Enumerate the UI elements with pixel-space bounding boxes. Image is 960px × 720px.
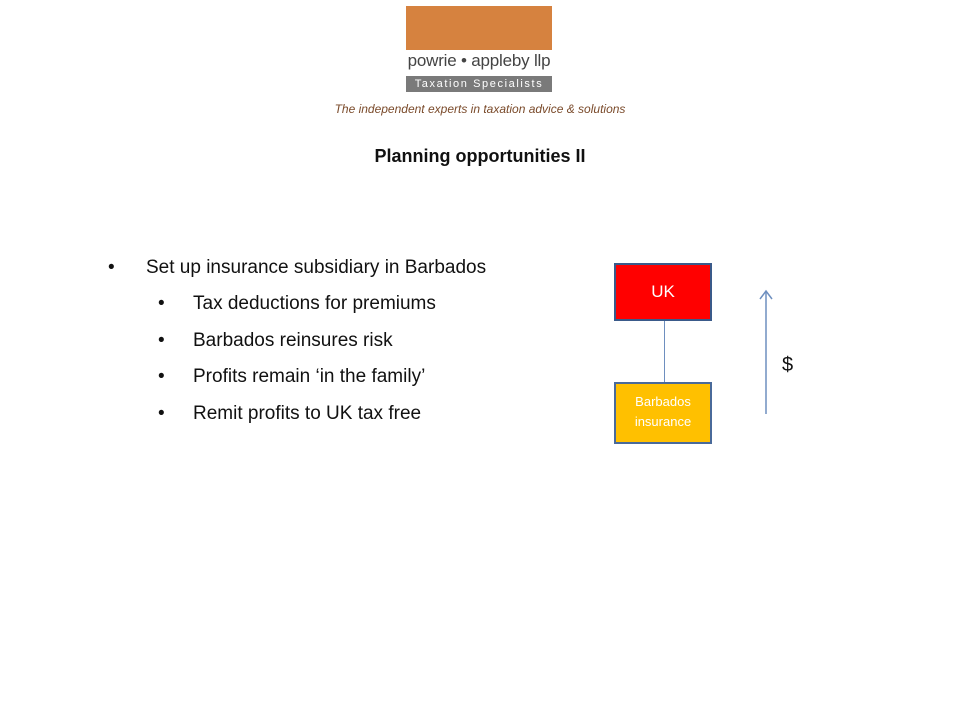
money-flow-label: $ — [782, 354, 794, 376]
logo-name: powrie • appleby llp — [407, 51, 551, 70]
barbados-box-label-line2: insurance — [634, 414, 692, 429]
sub-bullet: Tax deductions for premiums — [193, 293, 436, 314]
sub-bullet: Remit profits to UK tax free — [193, 403, 422, 424]
bullet-main: Set up insurance subsidiary in Barbados — [146, 257, 487, 278]
bullet-dot: • — [158, 366, 165, 387]
slide-title: Planning opportunities II — [374, 146, 586, 166]
logo-subtitle: Taxation Specialists — [406, 76, 552, 92]
bullet-dot: • — [158, 330, 165, 351]
logo-color-block — [406, 6, 552, 50]
sub-bullet: Profits remain ‘in the family’ — [193, 366, 426, 387]
bullet-dot: • — [158, 293, 165, 314]
bullet-dot: • — [108, 257, 115, 278]
barbados-insurance-box — [614, 382, 712, 444]
connector-line — [664, 321, 665, 382]
uk-box: UK — [614, 263, 712, 321]
tagline: The independent experts in taxation advice & solutions — [334, 102, 626, 116]
barbados-box-label-line1: Barbados — [635, 394, 691, 409]
up-arrow-icon — [756, 288, 776, 416]
bullet-dot: • — [158, 403, 165, 424]
company-logo — [406, 6, 552, 88]
sub-bullet: Barbados reinsures risk — [193, 330, 393, 351]
